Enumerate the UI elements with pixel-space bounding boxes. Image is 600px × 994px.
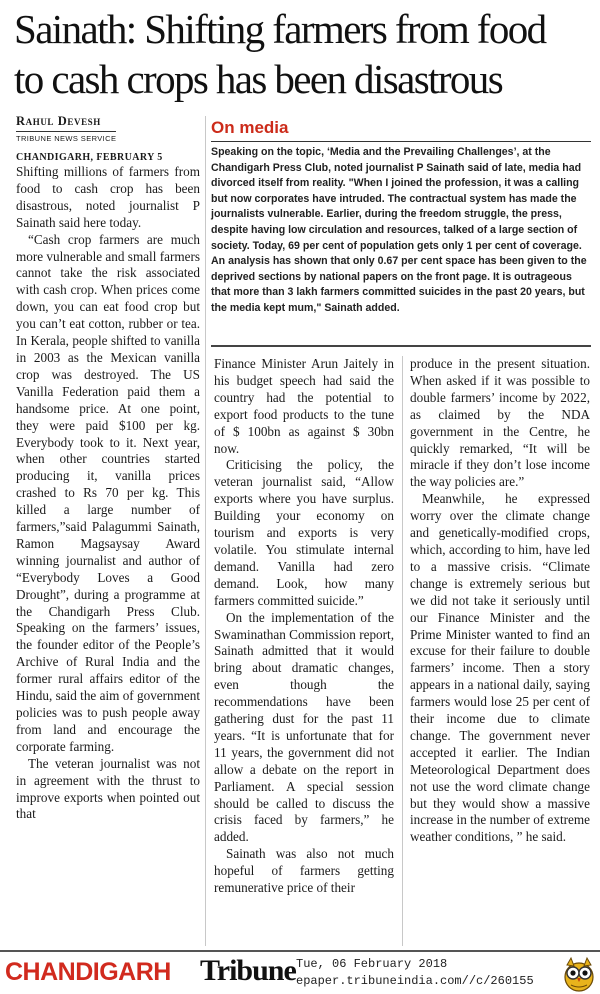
brand-city-label: CHANDIGARH: [5, 958, 171, 986]
sidebar-bottom-divider: [211, 345, 591, 347]
paragraph: produce in the present situation. When asked if it was possible to double farmers’ income by 2022, as claimed by the NDA government in the Centre, he quickly remarked, “It will be miracle if they don’t lose income the way policies are.”: [410, 356, 590, 490]
paragraph: On the implementation of the Swaminathan Commission report, Sainath admitted that it would bring about dramatic changes, even though the recommendations have been gathering dust for the past 11 years. “It is unfortunate that for 11 years, the government did not allow a debate on the report in Parliament. A special session should be called to discuss the crisis faced by farmers,” he added.: [214, 609, 394, 845]
sidebar-title: On media: [211, 118, 289, 137]
paragraph: The veteran journalist was not in agreement with the thrust to improve exports when pointed out that: [16, 755, 200, 822]
byline-service: TRIBUNE NEWS SERVICE: [16, 134, 117, 143]
paragraph: Criticising the policy, the veteran journalist said, “Allow exports where you have surplus. Building your economy on tourism and exports is very volatile. You stimulate internal demand. Vanilla had zero demand. Look, how many farmers committed suicide.”: [214, 457, 394, 608]
byline-author: Rahul Devesh: [16, 114, 101, 128]
epaper-stamp: [296, 956, 534, 990]
paragraph: Shifting millions of farmers from food to cash crop has been disastrous, noted journalist P Sainath said here today.: [16, 164, 200, 230]
column-divider: [402, 356, 403, 946]
headline-line-2: to cash crops has been disastrous: [14, 56, 503, 102]
article-column-1: [16, 164, 200, 823]
article-column-2: [214, 356, 394, 897]
paragraph: Sainath was also not much hopeful of farmers getting remunerative price of their: [214, 846, 394, 896]
brand-paper-label: Tribune: [200, 954, 296, 987]
footer: [0, 952, 600, 994]
byline-divider: [16, 131, 116, 132]
owl-icon: [562, 956, 596, 992]
paragraph: Finance Minister Arun Jaitely in his budget speech had said the country had the potential to export food products to the tune of $ 100bn as against $ 30bn now.: [214, 356, 394, 456]
sidebar-body: Speaking on the topic, ‘Media and the Prevailing Challenges’, at the Chandigarh Press Club, noted journalist P Sainath said of late, media had divorced itself from reality. "When I joined the profession, it was a calling but now corporates have intruded. The contractual system has made the journalists vulnerable. Earlier, during the freedom struggle, the press, despite having low circulation and resources, talked of a large section of society. Today, 69 per cent of population gets only 1 per cent of coverage. An analysis has shown that only 0.67 per cent space has been given to the deprived sections by national papers on the front page. It is outrageous that more than 3 lakh farmers committed suicides in the past 20 years, but the media kept mum," Sainath added.: [211, 146, 587, 314]
paragraph: “Cash crop farmers are much more vulnerable and small farmers cannot take the risk associated with cash crop. When prices come down, you can eat food crop but you can’t eat cotton, rubber or tea. In Kerala, people shifted to vanilla in 2003 as the Mexican vanilla crop was destroyed. The US Vanilla Federation paid them a handsome price. At one point, they were paid $100 per kg. Everybody took to it. Next year, when other countries started producing it, vanilla prices crashed to Rs 70 per kg. This killed a large number of farmers,”said Palagummi Sainath, Ramon Magsaysay Award winning journalist and author of “Everybody Loves a Good Drought”, during a programme at the Chandigarh Press Club. Speaking on the farmers’ issues, the founder editor of the People’s Archive of Rural India and the former rural affairs editor of the Hindu, said the aim of government policies was to push people away from land and encourage the corporate farming.: [16, 231, 200, 754]
paragraph: Meanwhile, he expressed worry over the climate change and genetically-modified crops, which, according to him, have led to a massive crisis. “Climate change is extremely serious but we did not take it seriously until our Finance Minister and the Prime Minister wanted to find an excuse for their failure to double farmers’ income. Then a story appears in a national daily, saying farmers would lose 25 per cent of their income due to climate change. The government never accepted it earlier. The Indian Meteorological Department does not use the word climate change but they would show a massive increase in the number of extreme weather conditions, ” he said.: [410, 491, 590, 845]
publication-date: Tue, 06 February 2018: [296, 957, 448, 971]
article-column-3: [410, 356, 590, 846]
epaper-url: epaper.tribuneindia.com//c/260155: [296, 974, 534, 988]
dateline: CHANDIGARH, FEBRUARY 5: [16, 152, 163, 163]
headline-line-1: Sainath: Shifting farmers from food: [14, 6, 546, 52]
sidebar-title-divider: [211, 141, 591, 142]
headline: [14, 4, 594, 104]
column-divider: [205, 116, 206, 946]
